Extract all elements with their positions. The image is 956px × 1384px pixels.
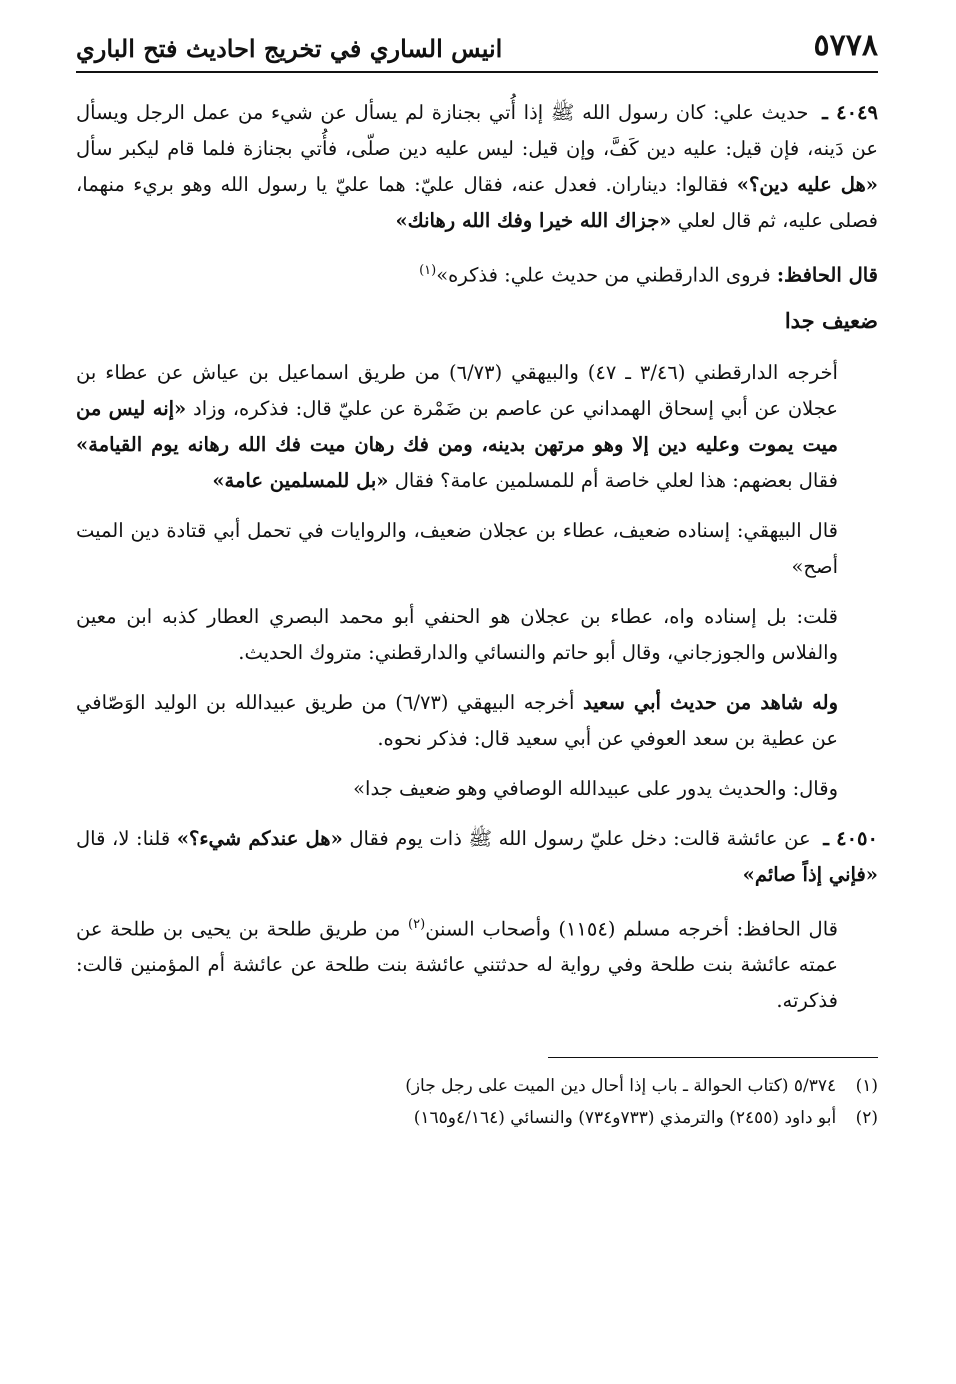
qultu-paragraph: قلت: بل إسناده واه، عطاء بن عجلان هو الحنفي أبو محمد البصري العطار كذبه ابن معين والفلاس والجوزجاني، وقال أبو حاتم والنسائي والدارقطني: متروك الحديث. xyxy=(76,604,838,664)
page-number: ٥٧٧٨ xyxy=(813,28,878,63)
takhrij-quote: «بل للمسلمين عامة» xyxy=(212,468,389,492)
hadith-4049 xyxy=(76,95,878,239)
footnote-separator xyxy=(548,1057,878,1058)
hadith-4050 xyxy=(76,821,878,893)
footnote-text: ٥/٣٧٤ (كتاب الحوالة ـ باب إذا أحال دين الميت على رجل جاز) xyxy=(405,1076,837,1096)
shahid-paragraph xyxy=(76,685,878,757)
hadith-quote: «هل عليه دين؟» xyxy=(736,173,878,196)
footnote-ref: (٢) xyxy=(408,916,426,932)
running-title: انيس الساري في تخريج احاديث فتح الباري xyxy=(76,34,503,63)
takhrij-paragraph xyxy=(76,355,878,499)
takhrij-quote: «إنه ليس من ميت يموت وعليه دين إلا وهو مرتهن بدينه، ومن فك رهان ميت فك الله رهانه يوم القيامة» xyxy=(76,396,838,456)
bayhaqi-paragraph: قال البيهقي: إسناده ضعيف، عطاء بن عجلان ضعيف، والروايات في تحمل أبي قتادة دين الميت أصح» xyxy=(76,518,838,578)
footnote-ref: (١) xyxy=(419,263,437,278)
waqal-paragraph: وقال: والحديث يدور على عبيدالله الوصافي وهو ضعيف جدا» xyxy=(353,776,838,800)
hadith-quote: «جزاك الله خيرا وفك الله رهانك» xyxy=(395,209,672,232)
hadith-number: ٤٠٥٠ ـ xyxy=(823,826,879,850)
hafiz-text: قال الحافظ: أخرجه مسلم (١١٥٤) وأصحاب السنن xyxy=(425,917,838,940)
page-header xyxy=(76,28,878,73)
footnote xyxy=(76,1070,878,1102)
hafiz-text: من طريق طلحة بن يحيى بن طلحة عن عمته عائشة بنت طلحة وفي رواية له حدثتني عائشة بنت طلحة عن عائشة أم المؤمنين قالت: فذكرته. xyxy=(76,917,838,1012)
hadith-number: ٤٠٤٩ ـ xyxy=(822,101,878,124)
hafiz-label: قال الحافظ: xyxy=(776,263,878,287)
shahid-text: أخرجه البيهقي (٦/٧٣) من طريق عبيدالله بن الوليد الوَصّافي عن عطية بن سعد العوفي عن أبي سعيد قال: فذكر نحوه. xyxy=(76,690,838,750)
footnote-number: (١) xyxy=(855,1076,878,1096)
hadith-text: حديث علي: كان رسول الله ﷺ إذا أُتي بجنازة لم يسأل عن شيء من عمل الرجل ويسأل عن دَينه، فإن قيل: عليه دين كَفَّ، وإن قيل: ليس عليه دين صلّى، فأُتي بجنازة فلما قام ليكبر سأل xyxy=(76,101,878,160)
footnote xyxy=(76,1102,878,1134)
hadith-text: عن عائشة قالت: دخل عليّ رسول الله ﷺ ذات يوم فقال xyxy=(349,826,811,850)
takhrij-text: فقال بعضهم: هذا لعلي خاصة أم للمسلمين عامة؟ فقال xyxy=(394,468,838,492)
hadith-quote: «فإني إذاً صائم» xyxy=(742,862,878,886)
hadith-text: فقالوا: ديناران. فعدل عنه، فقال عليّ: هما عليّ يا رسول الله وهو بريء منهما، فصلى عليه، ثم قال لعلي xyxy=(76,173,878,232)
hadith-text: قلنا: لا، قال xyxy=(76,826,171,850)
hafiz-statement-2 xyxy=(76,907,878,1020)
footnote-text: أبو داود (٢٤٥٥) والترمذي (٧٣٣و٧٣٤) والنسائي (٤/١٦٤و١٦٥) xyxy=(413,1108,837,1128)
takhrij-text: أخرجه الدارقطني (٣/٤٦ ـ ٤٧) والبيهقي (٦/٧٣) من طريق اسماعيل بن عياش عن عطاء بن عجلان عن أبي إسحاق الهمداني عن عاصم بن ضَمْرة عن عليّ قال: فذكره، وزاد xyxy=(76,360,838,420)
shahid-heading: وله شاهد من حديث أبي سعيد xyxy=(582,690,838,714)
grade-heading: ضعيف جدا xyxy=(784,307,878,333)
hadith-quote: «هل عندكم شيء؟» xyxy=(176,826,343,850)
hafiz-statement-1 xyxy=(76,253,878,294)
hafiz-text: فروى الدارقطني من حديث علي: فذكره» xyxy=(436,263,771,287)
footnote-number: (٢) xyxy=(855,1108,878,1128)
